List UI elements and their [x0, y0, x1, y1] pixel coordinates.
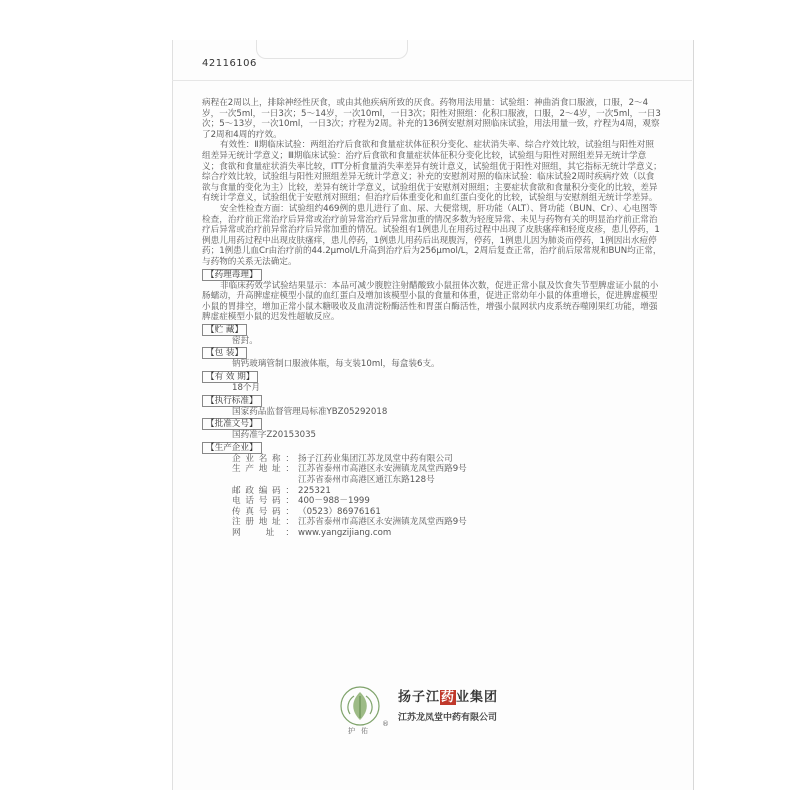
mfr-row: 注册地址： 江苏省泰州市高港区永安洲镇龙凤堂西路9号 [232, 517, 467, 528]
mfr-row: 传真号码： （0523）86976161 [232, 506, 381, 517]
section-text: 国家药品监督管理局标准YBZ05292018 [232, 406, 388, 417]
section-title: 【贮 藏】 [202, 324, 247, 336]
group-name-highlight: 药 [441, 690, 456, 705]
paragraph-safety: 安全性检查方面：试验组约469例的患儿进行了血、尿、大便常规，肝功能（ALT）、肾功能（BUN、Cr）、心电图等检查，治疗前正常治疗后异常或治疗前异常治疗后异常加重的情况多数为轻度异常、未见与药物有关的明显治疗前正常治疗后异常或治疗前异常治疗后异常加重的情况。试验组有1例患儿在用药过程中出现了皮肤瘙痒和轻度皮疹，患儿停药，1例患儿用药过程中出现皮肤瘙痒，患儿停药，1例患儿用药后出现腹泻，停药，1例患儿因为肺炎而停药，1例因出水痘停药；1例患儿血Cr由治疗前的44.2μmol/L升高到治疗后为256μmol/L，2周后复查正常，治疗前后尿常规和BUN均正常，与药物的关系无法确定。 [202, 203, 662, 267]
mfr-row: 生产地址： 江苏省泰州市高港区永安洲镇龙凤堂西路9号 [232, 464, 467, 475]
section-manufacturer [202, 441, 662, 539]
document-code: 42116106 [202, 58, 257, 69]
company-logo-block [338, 680, 538, 740]
leaf-logo-icon [338, 684, 382, 728]
group-name: 扬子江药业集团 [398, 690, 499, 705]
mfr-row: 企业名称： 扬子江药业集团江苏龙凤堂中药有限公司 [232, 453, 453, 464]
section-text: 国药准字Z20153035 [232, 430, 317, 441]
section-pharmacology [202, 268, 662, 323]
section-text: 密封。 [232, 335, 258, 346]
logo-caption: 护佑 [348, 727, 374, 735]
section-approval [202, 417, 662, 441]
section-text: 18个月 [232, 383, 261, 394]
registered-mark: ® [382, 720, 389, 728]
section-expiry [202, 370, 662, 394]
paragraph-indication: 病程在2周以上，排除神经性厌食，或由其他疾病所致的厌食。药物用法用量：试验组：神曲消食口服液，口服，2～4岁，一次5ml，一日3次；5～14岁，一次10ml，一日3次；阳性对照组：化积口服液，口服，2～4岁，一次5ml，一日3次；5～13岁，一次10ml，一日3次；疗程为2周。补充的136例安慰剂对照临床试验，用法用量一致，疗程为4周，观察了2周和4周的疗效。 [202, 98, 661, 140]
section-packaging [202, 346, 662, 370]
section-standard [202, 394, 662, 418]
mfr-row: 江苏省泰州市高港区通江东路128号 [298, 475, 435, 486]
section-text: 非临床药效学试验结果显示：本品可减少腹腔注射醋酸致小鼠扭体次数，促进正常小鼠及饮食失节型脾虚证小鼠的小肠蠕动，升高脾虚症模型小鼠的血红蛋白及增加该模型小鼠的食量和体重，促进正常幼年小鼠的体重增长，促进脾虚模型小鼠的胃排空，增加正常小鼠木糖吸收及血清淀粉酶活性和胃蛋白酶活性，增强小鼠网状内皮系统吞噬刚果红功能，增强脾虚症模型小鼠的迟发性超敏反应。 [202, 280, 659, 323]
company-name: 江苏龙凤堂中药有限公司 [398, 713, 498, 723]
section-text: 钠钙玻璃管制口服液体瓶，每支装10ml，每盒装6支。 [232, 359, 440, 370]
section-title: 【执行标准】 [202, 395, 262, 407]
mfr-row: 电话号码： 400－988－1999 [232, 496, 370, 507]
section-title: 【包 装】 [202, 347, 247, 359]
section-storage [202, 323, 662, 347]
paragraph-efficacy: 有效性：Ⅱ期临床试验：两组治疗后食欲和食量症状体征积分变化、症状消失率、综合疗效比较，试验组与阳性对照组差异无统计学意义；Ⅲ期临床试验：治疗后食欲和食量症状体征积分变化比较，试验组与阳性对照组差异无统计学意义；食欲和食量症状消失率比较，ITT分析食量消失率差异有统计意义，试验组优于阳性对照组，其它指标无统计学意义；综合疗效比较，试验组与阳性对照组差异无统计学意义；补充的安慰剂对照的临床试验：临床试验2周时疾病疗效（以食欲与食量的变化为主）比较，差异有统计学意义，试验组优于安慰剂对照组；主要症状食欲和食量积分变化的比较，差异有统计学意义，试验组优于安慰剂对照组；但治疗后体重变化和血红蛋白变化的比较，试验组与安慰剂组无统计学差异。 [202, 140, 662, 204]
section-title: 【生产企业】 [202, 442, 262, 454]
section-title: 【药理毒理】 [202, 269, 262, 281]
leaflet-content [202, 98, 662, 539]
mfr-row: 邮政编码： 225321 [232, 485, 331, 496]
section-title: 【批准文号】 [202, 418, 262, 430]
flap-notch [256, 40, 408, 59]
mfr-row: 网 址： www.yangzijiang.com [232, 528, 392, 538]
section-title: 【有 效 期】 [202, 371, 258, 383]
